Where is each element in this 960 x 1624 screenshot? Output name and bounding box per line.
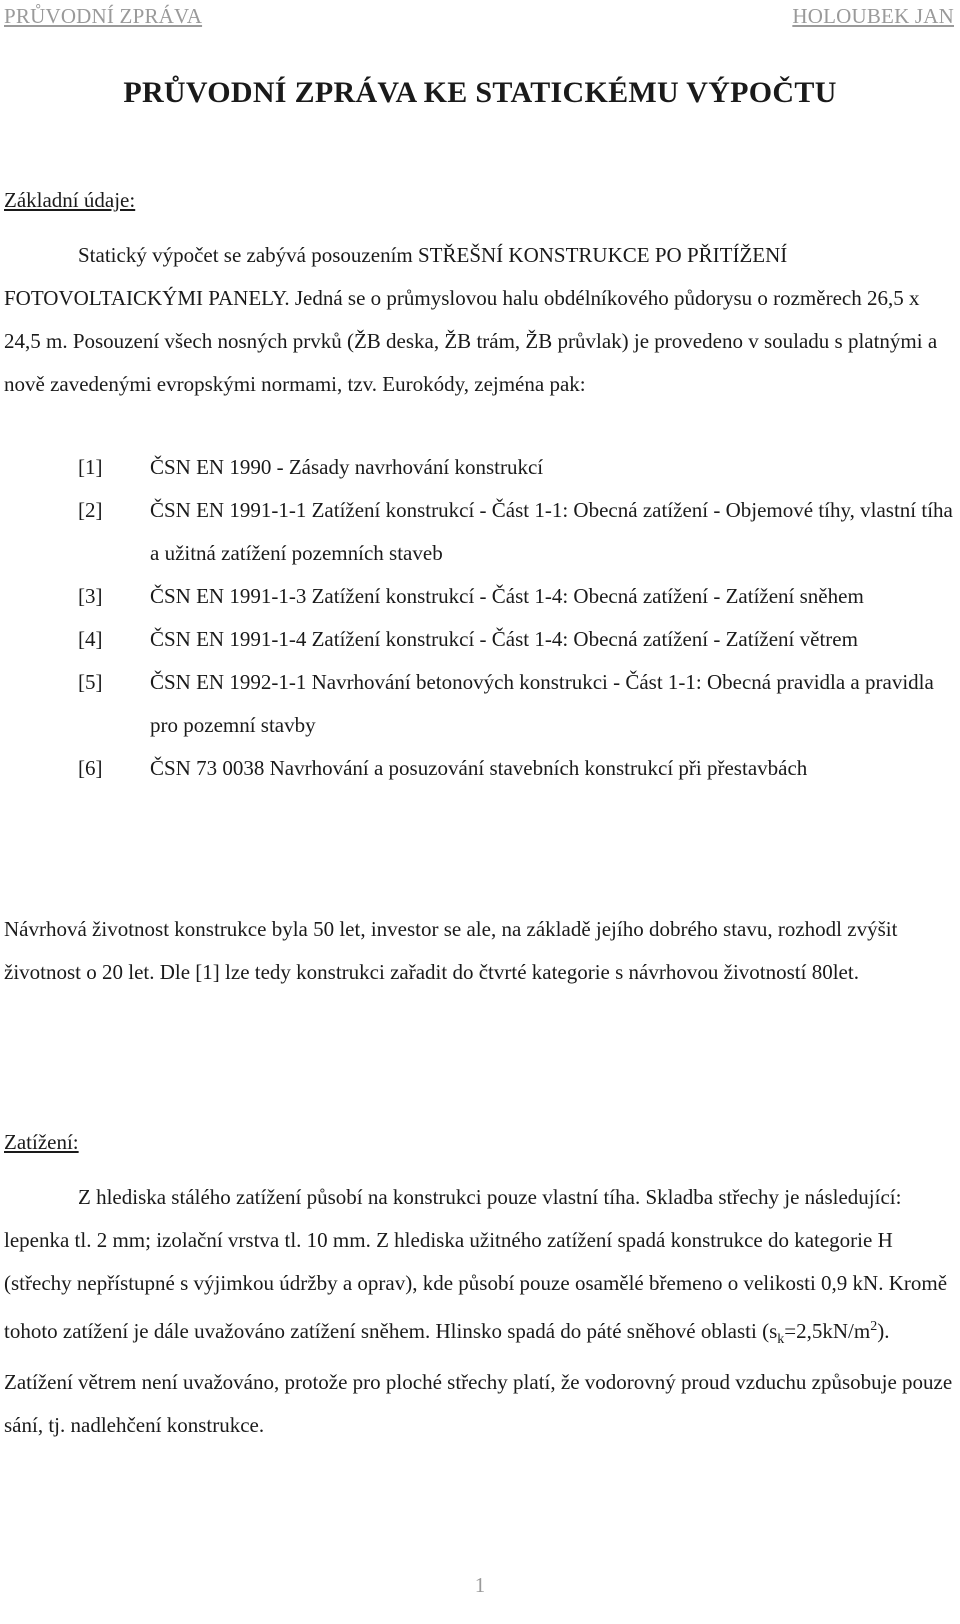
reference-number: [5] [78, 670, 103, 694]
reference-number: [3] [78, 584, 103, 608]
reference-list [78, 446, 958, 790]
reference-number: [4] [78, 627, 103, 651]
reference-text: ČSN EN 1991-1-3 Zatížení konstrukcí - Část 1-4: Obecná zatížení - Zatížení sněhem [150, 584, 864, 608]
page-number: 1 [474, 1573, 486, 1597]
intro-text: Statický výpočet se zabývá posouzením STŘEŠNÍ KONSTRUKCE PO PŘITÍŽENÍ FOTOVOLTAICKÝMI PANELY. Jedná se o průmyslovou halu obdélníkového půdorysu o rozměrech 26,5 x 24,5 m. Posouzení všech nosných prvků (ŽB deska, ŽB trám, ŽB průvlak) je provedeno v souladu s platnými a nově zavedenými evropskými normami, tzv. Eurokódy, zejména pak: [4, 243, 938, 396]
reference-item [78, 618, 958, 661]
reference-text: ČSN EN 1990 - Zásady navrhování konstrukcí [150, 455, 544, 479]
reference-item [78, 575, 958, 618]
section-heading-loads: Zatížení: [4, 1130, 79, 1154]
loads-text-3: ). Zatížení větrem není uvažováno, protože pro ploché střechy platí, že vodorovný proud vzduchu způsobuje pouze sání, tj. nadlehčení konstrukce. [4, 1319, 953, 1438]
loads-text-2: =2,5kN/m [784, 1319, 871, 1343]
reference-text: ČSN EN 1991-1-1 Zatížení konstrukcí - Část 1-1: Obecná zatížení - Objemové tíhy, vlastní tíha a užitná zatížení pozemních staveb [150, 498, 953, 565]
loads-text-1: Z hlediska stálého zatížení působí na konstrukci pouze vlastní tíha. Skladba střechy je následující: lepenka tl. 2 mm; izolační vrstva tl. 10 mm. Z hlediska užitného zatížení spadá konstrukce do kategorie H (střechy nepřístupné s výjimkou údržby a oprav), kde působí pouze osamělé břemeno o velikosti 0,9 kN. Kromě tohoto zatížení je dále uvažováno zatížení sněhem. Hlinsko spadá do páté sněhové oblasti (s [4, 1185, 948, 1343]
reference-text: ČSN 73 0038 Navrhování a posuzování stavebních konstrukcí při přestavbách [150, 756, 808, 780]
reference-number: [1] [78, 455, 103, 479]
lifetime-paragraph: Návrhová životnost konstrukce byla 50 let, investor se ale, na základě jejího dobrého stavu, rozhodl zvýšit životnost o 20 let. Dle [1] lze tedy konstrukci zařadit do čtvrté kategorie s návrhovou životností 80let. [4, 917, 898, 984]
intro-paragraph [4, 234, 954, 406]
reference-item [78, 489, 958, 575]
unit-superscript: 2 [870, 1319, 878, 1334]
reference-item [78, 747, 958, 790]
snow-subscript: k [777, 1332, 785, 1348]
reference-item [78, 446, 958, 489]
reference-number: [2] [78, 498, 103, 522]
section-heading-basic-data: Základní údaje: [4, 188, 136, 212]
reference-text: ČSN EN 1991-1-4 Zatížení konstrukcí - Část 1-4: Obecná zatížení - Zatížení větrem [150, 627, 858, 651]
reference-number: [6] [78, 756, 103, 780]
document-title: PRŮVODNÍ ZPRÁVA KE STATICKÉMU VÝPOČTU [123, 76, 837, 109]
loads-paragraph [4, 1176, 954, 1447]
reference-text: ČSN EN 1992-1-1 Navrhování betonových konstrukci - Část 1-1: Obecná pravidla a pravidla pro pozemní stavby [150, 670, 934, 737]
reference-item [78, 661, 958, 747]
header-left: PRŮVODNÍ ZPRÁVA [4, 4, 203, 28]
header-right: HOLOUBEK JAN [792, 4, 954, 28]
